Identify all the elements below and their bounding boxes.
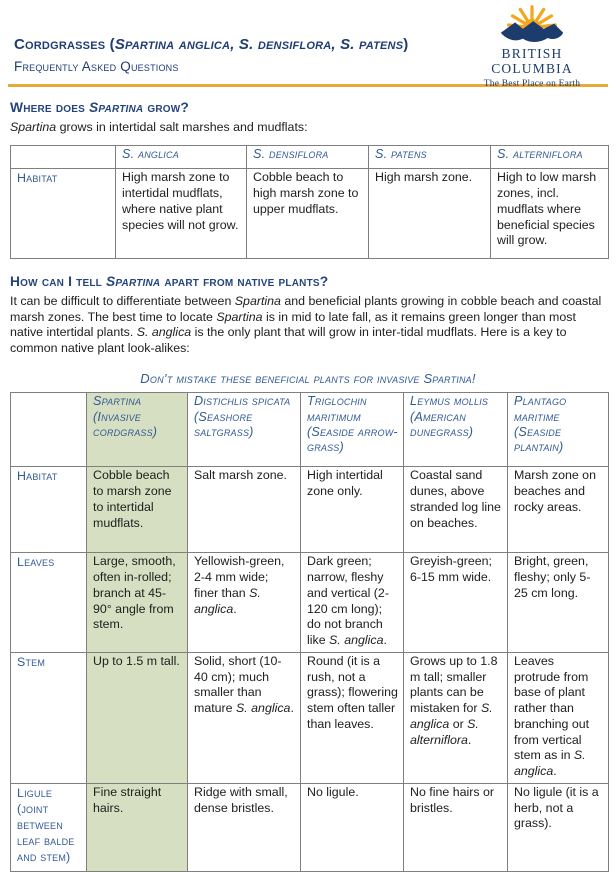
table-cell: High marsh zone to intertidal mudflats, where native plant species will not grow. bbox=[116, 169, 247, 259]
table-cell: Solid, short (10-40 cm); much smaller than mature S. anglica. bbox=[188, 652, 301, 783]
column-header-leymus-mollis: Leymus mollis (American dunegrass) bbox=[404, 393, 508, 467]
column-header-empty bbox=[11, 146, 116, 169]
table-cell: High to low marsh zones, incl. mudflats where beneficial species will grow. bbox=[491, 169, 609, 259]
column-header-empty bbox=[11, 393, 87, 467]
column-header-plantago-maritime: Plantago maritime (Seaside plantain) bbox=[508, 393, 609, 467]
table-cell: Coastal sand dunes, above stranded log line on beaches. bbox=[404, 467, 508, 553]
row-label-stem: Stem bbox=[11, 652, 87, 783]
column-header-distichlis-spicata: Distichlis spicata (Seashore saltgrass) bbox=[188, 393, 301, 467]
table-cell: Large, smooth, often in-rolled; branch at 45-90° angle from stem. bbox=[87, 553, 188, 653]
title-block bbox=[14, 36, 474, 75]
table-cell: High intertidal zone only. bbox=[301, 467, 404, 553]
column-header-s-patens: S. patens bbox=[369, 146, 491, 169]
bc-sunrise-icon bbox=[470, 4, 594, 46]
bc-wordmark-line2: COLUMBIA bbox=[491, 60, 573, 76]
column-header-spartina: Spartina (Invasive cordgrass) bbox=[87, 393, 188, 467]
column-header-s-densiflora: S. densiflora bbox=[247, 146, 369, 169]
species-table-header-row bbox=[11, 146, 609, 169]
bc-wordmark bbox=[470, 47, 594, 76]
lookalike-table-caption: Don’t mistake these beneficial plants for invasive Spartina! bbox=[140, 370, 476, 386]
table-cell: Ridge with small, dense bristles. bbox=[188, 783, 301, 871]
bc-logo bbox=[470, 4, 594, 90]
lookalike-habitat-row bbox=[11, 467, 609, 553]
species-table-habitat-row bbox=[11, 169, 609, 259]
section-heading-where-does-spartina-grow: Where does Spartina grow? bbox=[10, 100, 190, 115]
table-cell: Round (it is a rush, not a grass); flowering stem often taller than leaves. bbox=[301, 652, 404, 783]
table-cell: Dark green; narrow, fleshy and vertical (2-120 cm long); do not branch like S. anglica. bbox=[301, 553, 404, 653]
bc-wordmark-line1: BRITISH bbox=[501, 46, 563, 61]
table-cell: Grows up to 1.8 m tall; smaller plants can be mistaken for S. anglica or S. alterniflora. bbox=[404, 652, 508, 783]
bc-tagline: The Best Place on Earth bbox=[483, 79, 581, 90]
table-cell: No ligule. bbox=[301, 783, 404, 871]
table-cell: Cobble beach to marsh zone to intertidal mudflats. bbox=[87, 467, 188, 553]
table-cell: No fine hairs or bristles. bbox=[404, 783, 508, 871]
table-cell: No ligule (it is a herb, not a grass). bbox=[508, 783, 609, 871]
column-header-s-alterniflora: S. alterniflora bbox=[491, 146, 609, 169]
table-cell: Marsh zone on beaches and rocky areas. bbox=[508, 467, 609, 553]
row-label-ligule: Ligule (joint between leaf balde and stem) bbox=[11, 783, 87, 871]
intro-paragraph: Spartina grows in intertidal salt marshes and mudflats: bbox=[10, 119, 308, 134]
column-header-triglochin-maritimum: Triglochin maritimum (Seaside arrow-grass) bbox=[301, 393, 404, 467]
table-cell: Cobble beach to high marsh zone to upper mudflats. bbox=[247, 169, 369, 259]
document-header bbox=[8, 0, 608, 90]
lookalike-ligule-row bbox=[11, 783, 609, 871]
section-heading-tell-spartina-apart: How can I tell Spartina apart from native plants? bbox=[10, 274, 329, 290]
table-cell: High marsh zone. bbox=[369, 169, 491, 259]
table-cell: Salt marsh zone. bbox=[188, 467, 301, 553]
row-label-leaves: Leaves bbox=[11, 553, 87, 653]
spartina-species-table bbox=[10, 145, 609, 259]
table-cell: Greyish-green; 6-15 mm wide. bbox=[404, 553, 508, 653]
lookalike-table bbox=[10, 392, 609, 872]
table-cell: Leaves protrude from base of plant rather than branching out from vertical stem as in S. anglica. bbox=[508, 652, 609, 783]
column-header-s-anglica: S. anglica bbox=[116, 146, 247, 169]
lookalike-leaves-row bbox=[11, 553, 609, 653]
table-cell: Up to 1.5 m tall. bbox=[87, 652, 188, 783]
lookalike-stem-row bbox=[11, 652, 609, 783]
table-cell: Fine straight hairs. bbox=[87, 783, 188, 871]
page-title: Cordgrasses (Spartina anglica, S. densiflora, S. patens) bbox=[14, 36, 409, 53]
page-subtitle: Frequently Asked Questions bbox=[14, 58, 179, 74]
lookalike-header-row bbox=[11, 393, 609, 467]
table-cell: Bright, green, fleshy; only 5-25 cm long. bbox=[508, 553, 609, 653]
row-label-habitat: Habitat bbox=[11, 169, 116, 259]
row-label-habitat: Habitat bbox=[11, 467, 87, 553]
tell-apart-paragraph: It can be difficult to differentiate between Spartina and beneficial plants growing in cobble beach and coastal marsh zones. The best time to locate Spartina is in mid to late fall, as it remains green longer than most native intertidal plants. S. anglica is the only plant that will grow in inter-tidal mudflats. Here is a key to common native plant look-alikes: bbox=[10, 293, 602, 356]
table-cell: Yellowish-green, 2-4 mm wide; finer than S. anglica. bbox=[188, 553, 301, 653]
